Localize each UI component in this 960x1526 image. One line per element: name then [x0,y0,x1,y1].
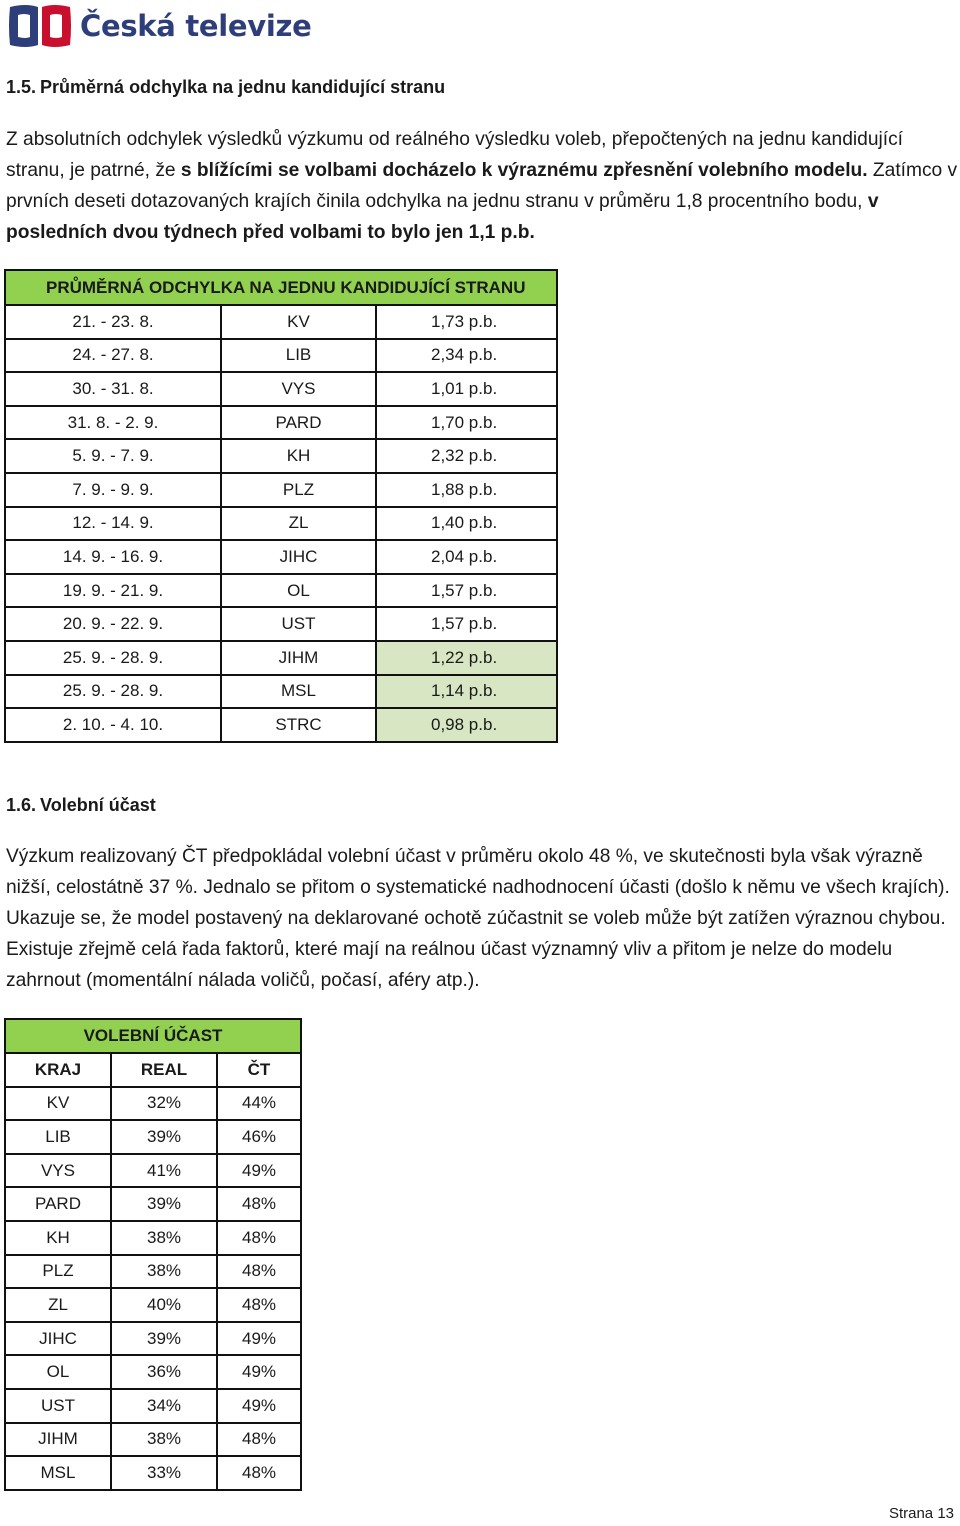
turnout-table-row [5,1322,301,1356]
deviation-value: 1,40 p.b. [376,507,557,541]
turnout-table-row [5,1355,301,1389]
section-paragraph-deviation [6,124,958,248]
ct-estimate: 49% [217,1389,301,1423]
real-turnout: 40% [111,1288,217,1322]
real-turnout: 32% [111,1087,217,1121]
paragraph-text: Z absolutních odchylek výsledků výzkumu od reálného výsledku voleb, přepočtených na jednu kandidující stranu, je patrné, že [6,129,904,181]
region-code: KV [221,305,376,339]
region-code: KH [5,1221,111,1255]
real-turnout: 41% [111,1154,217,1188]
turnout-table-row [5,1456,301,1490]
ct-estimate: 48% [217,1221,301,1255]
region-code: OL [5,1355,111,1389]
region-code: JIHC [5,1322,111,1356]
deviation-value: 0,98 p.b. [376,708,557,742]
real-turnout: 34% [111,1389,217,1423]
region-code: STRC [221,708,376,742]
ct-estimate: 49% [217,1154,301,1188]
deviation-value: 2,04 p.b. [376,540,557,574]
region-code: ZL [5,1288,111,1322]
region-code: PLZ [221,473,376,507]
turnout-table-row [5,1221,301,1255]
deviation-table-row [5,540,557,574]
turnout-table-row [5,1423,301,1457]
region-code: KV [5,1087,111,1121]
survey-dates: 2. 10. - 4. 10. [5,708,221,742]
paragraph-emphasis: s blížícími se volbami docházelo k výraznému zpřesnění volebního modelu. [180,160,868,181]
real-turnout: 38% [111,1255,217,1289]
deviation-value: 1,01 p.b. [376,372,557,406]
survey-dates: 12. - 14. 9. [5,507,221,541]
ct-estimate: 44% [217,1087,301,1121]
ct-estimate: 48% [217,1456,301,1490]
survey-dates: 31. 8. - 2. 9. [5,406,221,440]
section-heading-turnout [6,795,156,816]
deviation-value: 1,57 p.b. [376,574,557,608]
deviation-value: 1,88 p.b. [376,473,557,507]
deviation-table-row [5,339,557,373]
deviation-value: 1,57 p.b. [376,607,557,641]
turnout-table-title: VOLEBNÍ ÚČAST [5,1019,301,1053]
survey-dates: 20. 9. - 22. 9. [5,607,221,641]
region-code: VYS [221,372,376,406]
region-code: PLZ [5,1255,111,1289]
survey-dates: 19. 9. - 21. 9. [5,574,221,608]
section-number: 1.5. [6,77,37,97]
deviation-table-row [5,641,557,675]
ct-estimate: 48% [217,1187,301,1221]
survey-dates: 7. 9. - 9. 9. [5,473,221,507]
paragraph-emphasis: v posledních dvou týdnech před volbami to bylo jen 1,1 p.b. [6,191,879,243]
deviation-table [4,269,558,743]
region-code: LIB [221,339,376,373]
ct-estimate: 46% [217,1120,301,1154]
section-heading-deviation [6,77,445,98]
real-turnout: 39% [111,1120,217,1154]
deviation-table-row [5,439,557,473]
survey-dates: 25. 9. - 28. 9. [5,675,221,709]
deviation-table-row [5,406,557,440]
deviation-table-row [5,675,557,709]
ct-estimate: 48% [217,1255,301,1289]
turnout-table-row [5,1120,301,1154]
deviation-table-row [5,574,557,608]
deviation-value: 1,22 p.b. [376,641,557,675]
section-title: Volební účast [40,795,156,815]
section-title: Průměrná odchylka na jednu kandidující stranu [40,77,446,97]
survey-dates: 25. 9. - 28. 9. [5,641,221,675]
page-number: Strana 13 [888,1505,954,1522]
deviation-table-row [5,607,557,641]
turnout-table-row [5,1255,301,1289]
ct-logo-icon [6,3,74,49]
turnout-table-row [5,1187,301,1221]
real-turnout: 38% [111,1221,217,1255]
deviation-value: 1,14 p.b. [376,675,557,709]
column-header: KRAJ [5,1053,111,1087]
turnout-table-row [5,1087,301,1121]
brand-logo [6,0,312,52]
column-header: ČT [217,1053,301,1087]
region-code: OL [221,574,376,608]
region-code: VYS [5,1154,111,1188]
survey-dates: 30. - 31. 8. [5,372,221,406]
deviation-table-row [5,708,557,742]
ct-estimate: 48% [217,1423,301,1457]
turnout-table-row [5,1288,301,1322]
region-code: JIHM [5,1423,111,1457]
ct-estimate: 48% [217,1288,301,1322]
deviation-table-row [5,473,557,507]
deviation-value: 2,34 p.b. [376,339,557,373]
section-paragraph-turnout: Výzkum realizovaný ČT předpokládal volební účast v průměru okolo 48 %, ve skutečnosti byla však výrazně nižší, celostátně 37 %. Jednalo se přitom o systematické nadhodnocení účasti (došlo k němu ve všech krajích). Ukazuje se, že model postavený na deklarované ochotě zúčastnit se voleb může být zatížen výraznou chybou. Existuje zřejmě celá řada faktorů, které mají na reálnou účast významný vliv a přitom je nelze do modelu zahrnout (momentální nálada voličů, počasí, aféry atp.). [6,846,950,991]
region-code: PARD [5,1187,111,1221]
ct-estimate: 49% [217,1322,301,1356]
brand-name: Česká televize [80,9,312,43]
deviation-table-row [5,305,557,339]
real-turnout: 36% [111,1355,217,1389]
survey-dates: 5. 9. - 7. 9. [5,439,221,473]
ct-estimate: 49% [217,1355,301,1389]
region-code: JIHC [221,540,376,574]
region-code: KH [221,439,376,473]
turnout-table [4,1018,302,1491]
survey-dates: 24. - 27. 8. [5,339,221,373]
paragraph-text: Zatímco v prvních deseti dotazovaných krajích činila odchylka na jednu stranu v průměru 1,8 procentního bodu, [6,160,958,212]
region-code: UST [5,1389,111,1423]
turnout-table-header-row [5,1053,301,1087]
real-turnout: 39% [111,1187,217,1221]
region-code: LIB [5,1120,111,1154]
region-code: MSL [5,1456,111,1490]
survey-dates: 21. - 23. 8. [5,305,221,339]
column-header: REAL [111,1053,217,1087]
region-code: JIHM [221,641,376,675]
real-turnout: 39% [111,1322,217,1356]
deviation-value: 1,73 p.b. [376,305,557,339]
deviation-value: 1,70 p.b. [376,406,557,440]
turnout-table-row [5,1389,301,1423]
real-turnout: 33% [111,1456,217,1490]
real-turnout: 38% [111,1423,217,1457]
section-number: 1.6. [6,795,37,815]
region-code: UST [221,607,376,641]
region-code: MSL [221,675,376,709]
deviation-table-row [5,507,557,541]
deviation-table-row [5,372,557,406]
turnout-table-row [5,1154,301,1188]
survey-dates: 14. 9. - 16. 9. [5,540,221,574]
deviation-table-title: PRŮMĚRNÁ ODCHYLKA NA JEDNU KANDIDUJÍCÍ STRANU [5,270,557,305]
region-code: PARD [221,406,376,440]
region-code: ZL [221,507,376,541]
deviation-value: 2,32 p.b. [376,439,557,473]
